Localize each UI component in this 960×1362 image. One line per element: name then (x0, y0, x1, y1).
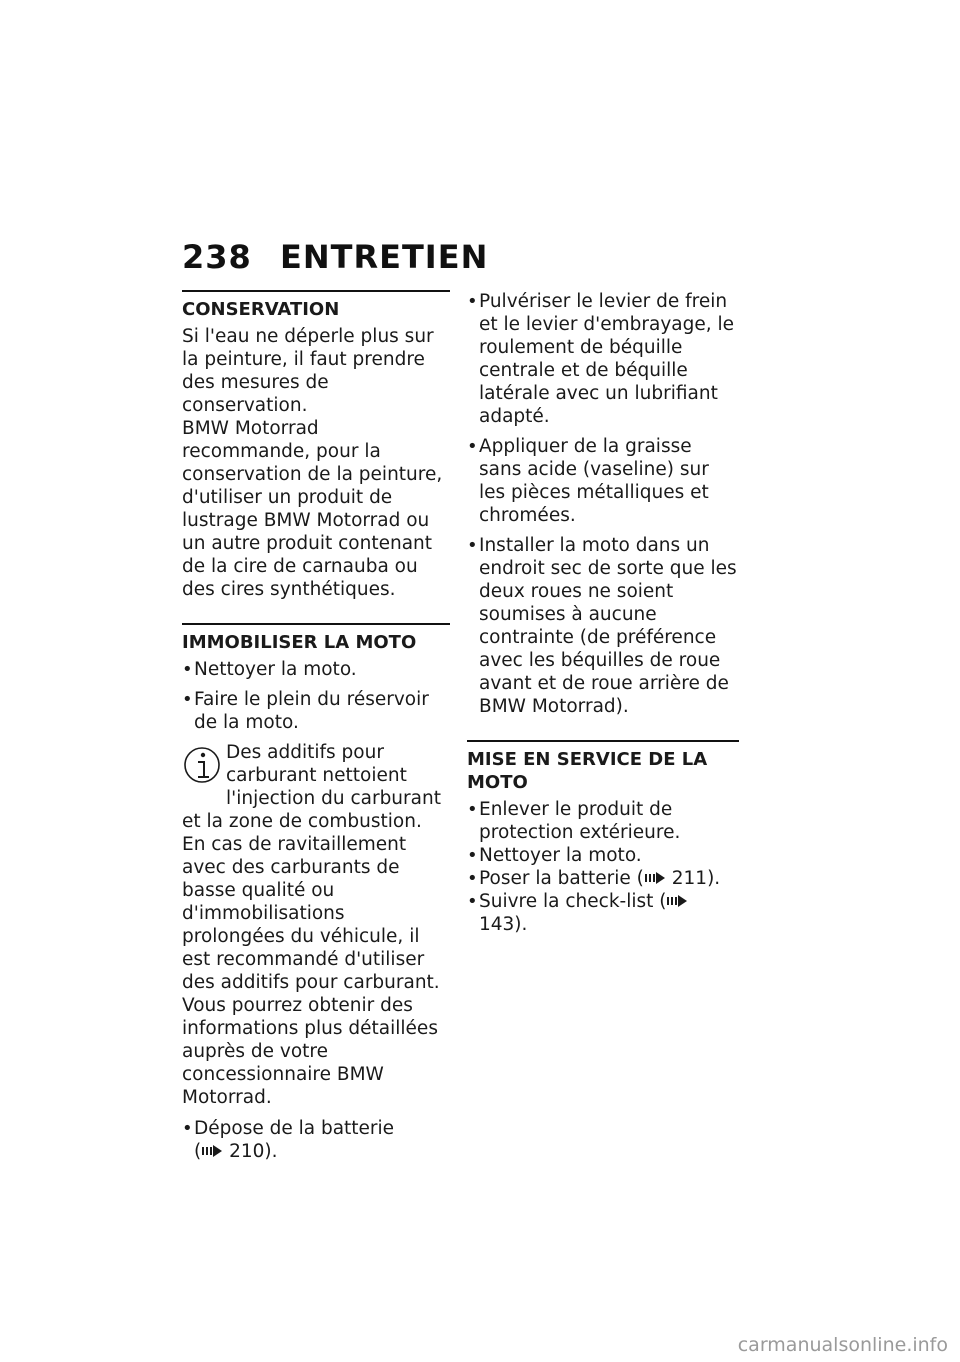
list-item-text: Appliquer de la graisse sans acide (vaseline) sur les pièces métalliques et chromées. (479, 436, 709, 526)
reference-arrow-icon (644, 871, 666, 885)
list-item: • Dépose de la batterie ( 210). (182, 1117, 450, 1163)
list-item-text: Enlever le produit de protection extérieure. (479, 799, 681, 843)
reference-arrow-icon (201, 1144, 223, 1158)
chapter-title: ENTRETIEN (280, 238, 489, 276)
mise-en-service-list (467, 798, 739, 936)
list-item (467, 890, 739, 936)
info-note (182, 741, 450, 1109)
page-reference[interactable]: 143). (479, 914, 528, 935)
page-reference[interactable]: 211). (671, 868, 721, 889)
list-item-text: Dépose de la batterie (194, 1118, 395, 1139)
list-item (182, 658, 450, 681)
list-item-text: Nettoyer la moto. (479, 845, 642, 866)
list-item (467, 844, 739, 867)
list-item-text: Nettoyer la moto. (194, 659, 357, 680)
list-item (467, 867, 739, 890)
list-item-text: Poser la batterie ( (479, 868, 644, 889)
left-column (182, 290, 450, 1170)
right-column (467, 290, 739, 936)
list-item-text: Suivre la check-list ( (479, 891, 667, 912)
list-item (467, 534, 739, 718)
page-number: 238 (182, 238, 252, 276)
list-item (467, 290, 739, 428)
conservation-paragraph-1: Si l'eau ne déperle plus sur la peinture, il faut prendre des mesures de conservation. (182, 326, 434, 416)
conservation-paragraph-2: BMW Motorrad recommande, pour la conservation de la peinture, d'utiliser un produit de lustrage BMW Motorrad ou un autre produit contenant de la cire de carnauba ou des cires synthétiques. (182, 418, 443, 600)
immobiliser-list-2 (182, 1117, 450, 1163)
list-item (467, 798, 739, 844)
list-item (182, 688, 450, 734)
page-header (182, 238, 488, 276)
section-heading-immobiliser: IMMOBILISER LA MOTO (182, 623, 450, 654)
immobiliser-list (182, 658, 450, 734)
immobiliser-list-continued (467, 290, 739, 718)
list-item (467, 435, 739, 527)
info-icon (182, 743, 222, 789)
page-reference[interactable]: 210). (229, 1141, 278, 1162)
section-heading-mise-en-service: MISE EN SERVICE DE LA MOTO (467, 740, 739, 794)
footer-watermark: carmanualsonline.info (737, 1334, 948, 1356)
info-note-text: Des additifs pour carburant nettoient l'injection du carburant et la zone de combustion. En cas de ravitaillement avec des carburants de basse qualité ou d'immobilisations prolongées du véhicule, il est recommandé d'utiliser des additifs pour carburant. Vous pourrez obtenir des informations plus détaillées auprès de votre concessionnaire BMW Motorrad. (182, 742, 441, 1108)
reference-arrow-icon (666, 894, 688, 908)
list-item-text: Faire le plein du réservoir de la moto. (194, 689, 429, 733)
list-item-text: Pulvériser le levier de frein et le levier d'embrayage, le roulement de béquille centrale et de béquille latérale avec un lubrifiant adapté. (479, 291, 735, 427)
list-item-text: Installer la moto dans un endroit sec de sorte que les deux roues ne soient soumises à aucune contrainte (de préférence avec les béquilles de roue avant et de roue arrière de BMW Motorrad). (479, 535, 737, 717)
section-heading-conservation: CONSERVATION (182, 290, 450, 321)
